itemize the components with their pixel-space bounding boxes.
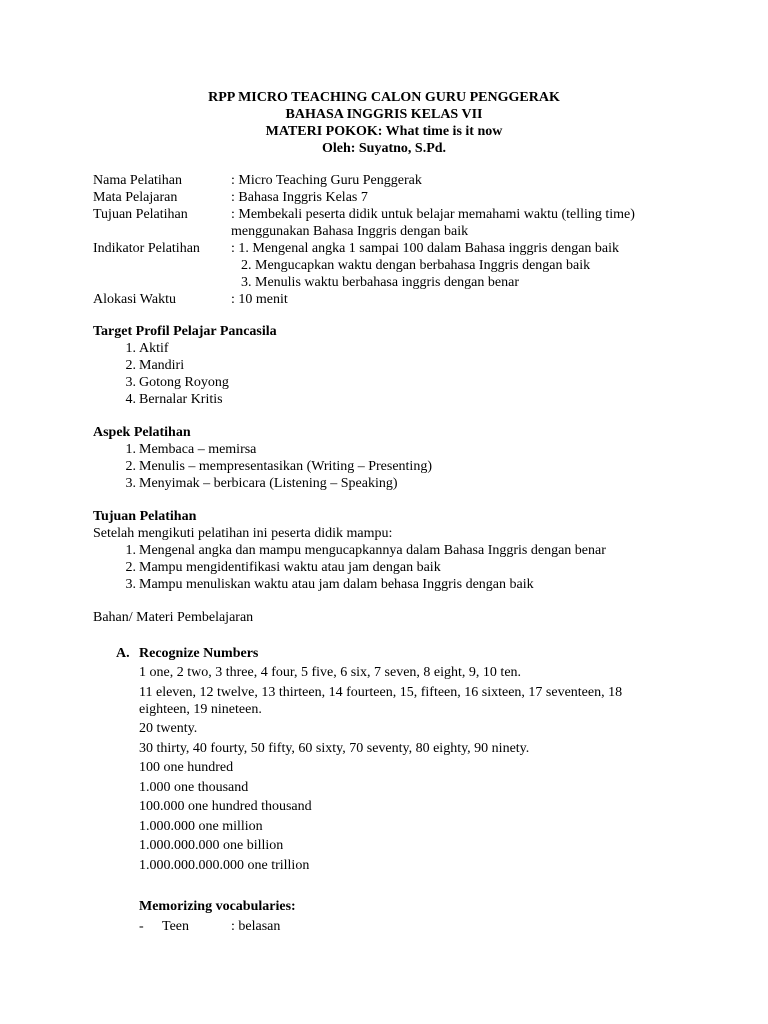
tujuan-intro: Setelah mengikuti pelatihan ini peserta didik mampu: [93,526,393,541]
list-number: 3. [125,577,136,592]
list-number: 2. [125,560,136,575]
numbers-line: 1.000.000.000 one billion [139,838,284,853]
info-value-tujuan-cont: menggunakan Bahasa Inggris dengan baik [231,224,469,239]
info-value-indikator-1: : 1. Mengenal angka 1 sampai 100 dalam Bahasa inggris dengan baik [231,241,620,256]
info-label-mapel: Mata Pelajaran [93,190,178,205]
doc-title-line-2: BAHASA INGGRIS KELAS VII [285,107,483,122]
doc-title-line-1: RPP MICRO TEACHING CALON GURU PENGGERAK [208,90,560,105]
list-item: Gotong Royong [139,375,229,390]
info-value-mapel: : Bahasa Inggris Kelas 7 [231,190,368,205]
section-letter: A. [116,646,130,661]
list-item: Mampu mengidentifikasi waktu atau jam dengan baik [139,560,441,575]
list-number: 4. [125,392,136,407]
list-item: Aktif [139,341,169,356]
numbers-line: 11 eleven, 12 twelve, 13 thirteen, 14 fourteen, 15, fifteen, 16 sixteen, 17 seventeen, 18 [139,685,623,700]
list-number: 3. [125,476,136,491]
numbers-line: 30 thirty, 40 fourty, 50 fifty, 60 sixty, 70 seventy, 80 eighty, 90 ninety. [139,741,530,756]
numbers-line: 1.000.000 one million [139,819,263,834]
vocab-dash: - [139,919,144,934]
vocab-term: Teen [162,919,190,934]
list-item: Menyimak – berbicara (Listening – Speaking) [139,476,398,491]
target-profil-heading: Target Profil Pelajar Pancasila [93,324,277,339]
vocab-heading: Memorizing vocabularies: [139,899,296,914]
info-label-tujuan: Tujuan Pelatihan [93,207,188,222]
doc-title-line-3: MATERI POKOK: What time is it now [265,124,503,139]
numbers-line: 1 one, 2 two, 3 three, 4 four, 5 five, 6 six, 7 seven, 8 eight, 9, 10 ten. [139,665,522,680]
numbers-line: 1.000 one thousand [139,780,249,795]
list-item: Mandiri [139,358,185,373]
numbers-line: 100.000 one hundred thousand [139,799,312,814]
list-number: 2. [125,358,136,373]
list-item: Menulis – mempresentasikan (Writing – Presenting) [139,459,432,474]
info-label-alokasi: Alokasi Waktu [93,292,176,307]
list-number: 1. [125,341,136,356]
tujuan-heading: Tujuan Pelatihan [93,509,197,524]
info-value-indikator-3: 3. Menulis waktu berbahasa inggris dengan benar [241,275,519,290]
info-value-indikator-2: 2. Mengucapkan waktu dengan berbahasa Inggris dengan baik [241,258,591,273]
list-item: Mengenal angka dan mampu mengucapkannya dalam Bahasa Inggris dengan benar [139,543,606,558]
section-title: Recognize Numbers [139,646,259,661]
info-value-nama: : Micro Teaching Guru Penggerak [231,173,422,188]
bahan-heading: Bahan/ Materi Pembelajaran [93,610,254,625]
aspek-heading: Aspek Pelatihan [93,425,191,440]
list-number: 3. [125,375,136,390]
numbers-line: eighteen, 19 nineteen. [139,702,262,717]
vocab-meaning: : belasan [231,919,281,934]
info-value-tujuan: : Membekali peserta didik untuk belajar memahami waktu (telling time) [231,207,635,222]
info-label-indikator: Indikator Pelatihan [93,241,200,256]
list-item: Mampu menuliskan waktu atau jam dalam behasa Inggris dengan baik [139,577,534,592]
doc-author: Oleh: Suyatno, S.Pd. [321,141,447,156]
info-label-nama: Nama Pelatihan [93,173,183,188]
numbers-line: 1.000.000.000.000 one trillion [139,858,310,873]
numbers-line: 100 one hundred [139,760,234,775]
list-number: 1. [125,543,136,558]
list-item: Membaca – memirsa [139,442,257,457]
numbers-line: 20 twenty. [139,721,198,736]
list-number: 2. [125,459,136,474]
info-value-alokasi: : 10 menit [231,292,288,307]
list-item: Bernalar Kritis [139,392,223,407]
list-number: 1. [125,442,136,457]
